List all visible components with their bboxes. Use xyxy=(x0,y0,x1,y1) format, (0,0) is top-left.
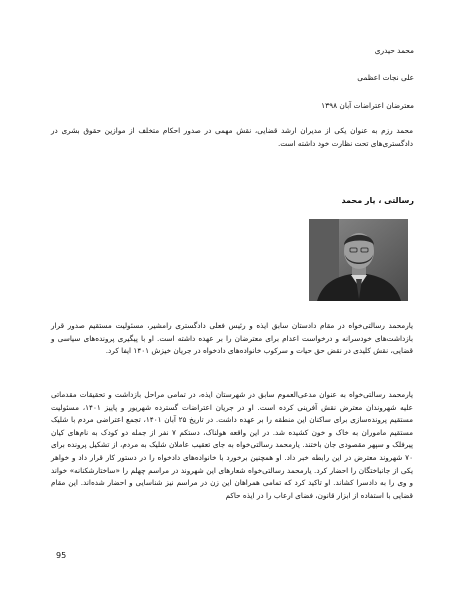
author-name-1: محمد حیدری xyxy=(374,46,414,55)
paragraph-2-text: یارمحمد رسالتی‌خواه به عنوان مدعی‌العموم سابق در شهرستان ایذه، در تمامی مراحل بازداشت و تحقیقات مقدماتی علیه شهروندان معترض نقش آفرینی کرده است. او در جریان اعتراضات گسترده شهریور و پاییز ۱۴۰۱، مسئولیت مستقیم پرونده‌سازی برای ساکنان این منطقه را بر عهده داشت. در تاریخ ۲۵ آبان ۱۴۰۱، تجمع اعتراضی مردم با شلیک مستقیم ماموران به خاک و خون کشیده شد. در این واقعه هولناک، دستکم ۷ نفر از جمله دو کودک به نام‌های کیان پیرفلک و سپهر مقصودی جان باختند. یارمحمد رسالتی‌خواه به جای تعقیب عاملان شلیک به مردم، از تشکیل پرونده برای ۷۰ شهروند معترض در این رابطه خبر داد. او همچنین برخورد با خانواده‌های دادخواه را در دستور کار قرار داد و خواهر یکی از جانباختگان را احضار کرد. یارمحمد رسالتی‌خواه شعارهای این شهروند در مراسم چهلم را «ساختارشکنانه» خواند و وی را به دادسرا کشاند. او تاکید کرد که تمامی همراهان این زن در مراسم نیز شناسایی و احضار شده‌اند. این مقام قضایی با استفاده از ابزار قانون، فضای ارعاب را در ایذه حاکم xyxy=(51,390,414,500)
portrait-photo xyxy=(309,219,408,301)
section-title: معترضان اعتراضات آبان ۱۳۹۸ xyxy=(321,101,414,110)
page-number: 95 xyxy=(56,551,67,560)
paragraph-2 xyxy=(51,389,413,502)
intro-text: محمد رزم به عنوان یکی از مدیران ارشد قضایی، نقش مهمی در صدور احکام متخلف از موازین حقوق بشری در دادگستری‌های تحت نظارت خود داشته است. xyxy=(51,126,413,148)
paragraph-1 xyxy=(51,320,413,358)
author-name-2: علی نجات اعظمی xyxy=(357,73,414,82)
intro-paragraph xyxy=(51,125,413,150)
portrait-image xyxy=(309,219,408,301)
paragraph-1-text: یارمحمد رسالتی‌خواه در مقام دادستان سابق ایذه و رئیس فعلی دادگستری رامشیر، مسئولیت مستقیم صدور قرار بازداشت‌های خودسرانه و درخواست اعدام برای معترضان را بر عهده داشته است. او با پیگیری پرونده‌های سیاسی و قضایی، نقش کلیدی در نقض حق حیات و سرکوب خانواده‌های دادخواه در جریان خیزش ۱۴۰۱ ایفا کرد. xyxy=(51,321,413,356)
profile-heading: رسالتی ، یار محمد xyxy=(341,196,414,205)
